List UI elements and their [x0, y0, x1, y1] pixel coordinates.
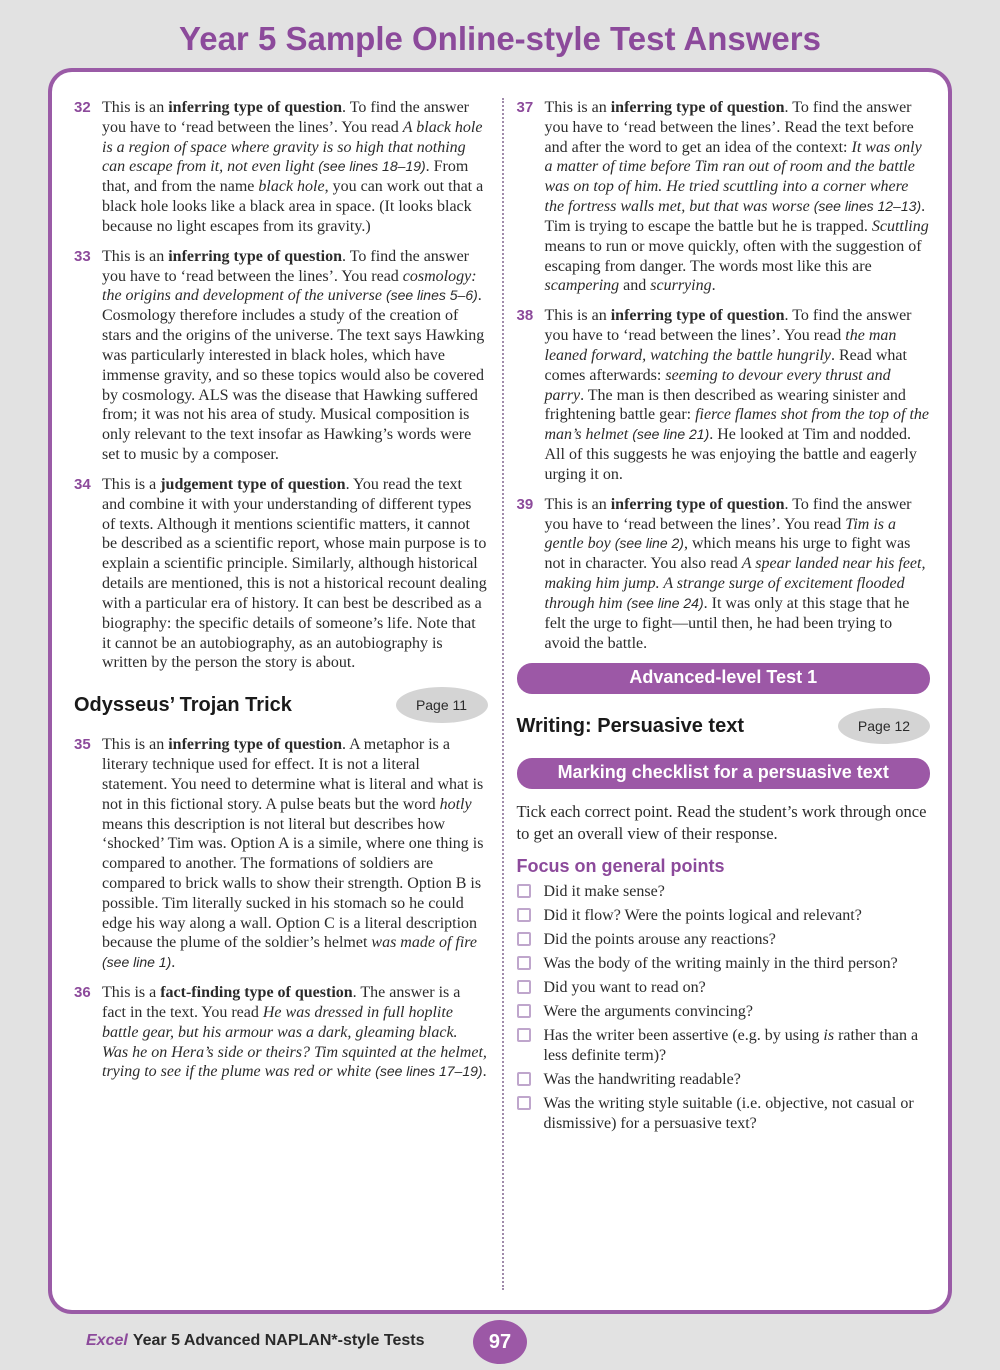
page-title: Year 5 Sample Online-style Test Answers — [179, 20, 821, 57]
checkbox-icon — [517, 1096, 531, 1110]
checkbox-icon — [517, 956, 531, 970]
answer-text: This is a judgement type of question. You read the text and combine it with your understanding of different types of texts. Although it mentions scientific matters, it cannot be described as a scientific report, whose main purpose is to explain a scientific principle. Similarly, although historical details are mentioned, this is not a historical recount dealing with a particular era of history. It can best be described as a biography: the specific details of someone’s life. Note that it cannot be an autobiography, as an autobiography is written by the person the story is about. — [102, 475, 487, 672]
checkbox-icon — [517, 980, 531, 994]
answer-number: 32 — [74, 99, 91, 116]
answer-number: 38 — [516, 307, 534, 325]
answer-number: 39 — [516, 495, 534, 513]
answer-item — [74, 247, 488, 465]
answer-text: This is an inferring type of question. To find the answer you have to ‘read between the lines’. You read cosmology: the origins and development of the universe (see lines 5–6). Cosmology therefore includes a study of the creation of stars and the origins of the universe. The text says Hawking was particularly interested in black holes, which have immense gravity, and so these topics would also be covered by cosmology. ALS was the disease that Hawking suffered from; it was not his area of study. Musical composition is only relevant to the text insofar as Hawking’s words were set to music by a composer. — [102, 247, 485, 464]
checklist-item-text: Did the points arouse any reactions? — [543, 931, 776, 949]
checklist-item-text: Was the handwriting readable? — [543, 1071, 741, 1089]
checklist-item — [517, 930, 931, 950]
checklist-item — [517, 1002, 931, 1022]
checklist-item — [517, 1070, 931, 1090]
checkbox-icon — [517, 1004, 531, 1018]
writing-section-title: Writing: Persuasive text — [516, 714, 744, 737]
footer-series — [86, 1332, 424, 1350]
marking-checklist-banner: Marking checklist for a persuasive text — [517, 758, 931, 789]
focus-heading: Focus on general points — [516, 856, 725, 877]
answer-number: 35 — [74, 736, 91, 754]
answer-item — [74, 475, 488, 673]
checkbox-icon — [517, 932, 531, 946]
answer-text: This is an inferring type of question. A metaphor is a literary technique used for effect. It is not a literal statement. You need to determine what is literal and what is not in this fictional story. A pulse beats but the word hotly means this description is not literal but describes how ‘shocked’ Tim was. Option A is a simile, where one thing is compared to another. The formations of soldiers are compared to brick walls to show their strength. Option B is possible. Tim literally sucked in his stomach so he could edge his way along a wall. Option C is a literal description because the plume of the soldier’s helmet was made of fire (see line 1). — [102, 736, 484, 972]
checklist-intro: Tick each correct point. Read the student’s work through once to get an overall view of their response. — [516, 802, 927, 843]
checkbox-icon — [517, 908, 531, 922]
section-title: Odysseus’ Trojan Trick — [74, 693, 292, 716]
footer-brand: Excel — [86, 1332, 128, 1349]
answer-text: This is an inferring type of question. To find the answer you have to ‘read between the lines’. You read A black hole is a region of space where gravity is so high that nothing can escape from it, not even light (see lines 18–19). From that, and from the name black hole, you can work out that a black hole looks like a black area in space. (It looks black because no light escapes from its gravity.) — [102, 99, 484, 235]
checkbox-icon — [517, 1072, 531, 1086]
checklist-item — [517, 978, 931, 998]
page-footer — [0, 1318, 1000, 1370]
writing-heading-row — [517, 708, 931, 744]
answer-number: 37 — [516, 99, 534, 116]
checklist-item-text: Did you want to read on? — [543, 979, 706, 997]
answer-number: 36 — [74, 984, 91, 1002]
answer-item — [74, 98, 488, 237]
answers-list-right — [517, 98, 931, 653]
advanced-test-banner: Advanced-level Test 1 — [517, 663, 931, 694]
checklist-item-text: Was the body of the writing mainly in the third person? — [543, 955, 898, 973]
answer-text: This is a fact-finding type of question. The answer is a fact in the text. You read He was dressed in full hoplite battle gear, but his armour was a dark, gleaming black. Was he on Hera’s side or theirs? Tim squinted at the helmet, trying to see if the plume was red or white (see lines 17–19). — [102, 984, 487, 1081]
checklist-item — [517, 954, 931, 974]
checklist-item-text: Did it make sense? — [543, 883, 665, 901]
right-column — [504, 98, 931, 1290]
answers-list-top — [74, 98, 488, 673]
answer-number: 33 — [74, 247, 91, 265]
checkbox-icon — [517, 1028, 531, 1042]
page-number-badge: 97 — [473, 1320, 527, 1364]
checklist-item — [517, 1026, 931, 1066]
answer-text: This is an inferring type of question. To find the answer you have to ‘read between the lines’. You read Tim is a gentle boy (see line 2), which means his urge to fight was not in character. You also read A spear landed near his feet, making him jump. A strange surge of excitement flooded through him (see line 24). It was only at this stage that he felt the urge to fight—until then, he had been trying to avoid the battle. — [544, 495, 926, 652]
answers-list-bottom — [74, 735, 488, 1082]
answers-panel — [48, 68, 952, 1314]
checklist — [517, 882, 931, 1134]
left-column — [74, 98, 502, 1290]
checklist-item-text: Was the writing style suitable (i.e. objective, not casual or dismissive) for a persuasive text? — [543, 1095, 914, 1133]
checklist-item — [517, 1094, 931, 1134]
checklist-item-text: Were the arguments convincing? — [543, 1003, 753, 1021]
page-badge: Page 12 — [838, 708, 930, 744]
answer-item — [517, 495, 931, 654]
answer-item — [74, 983, 488, 1082]
answer-text: This is an inferring type of question. To find the answer you have to ‘read between the lines’. Read the text before and after the word to get an idea of the context: It was only a matter of time before Tim ran out of room and the battle was on top of him. He tried scuttling into a corner where the fortress walls met, but that was worse (see lines 12–13). Tim is trying to escape the battle but he is trapped. Scuttling means to run or move quickly, often with the suggestion of escaping from danger. The words most like this are scampering and scurrying. — [544, 99, 929, 295]
checklist-item — [517, 882, 931, 902]
checklist-item-text: Has the writer been assertive (e.g. by using is rather than a less definite term)? — [543, 1027, 919, 1065]
footer-series-label: Year 5 Advanced NAPLAN*-style Tests — [132, 1332, 425, 1349]
page-badge: Page 11 — [396, 687, 488, 723]
checklist-item-text: Did it flow? Were the points logical and relevant? — [543, 907, 862, 925]
answer-number: 34 — [74, 475, 91, 493]
answer-item — [74, 735, 488, 973]
answer-text: This is an inferring type of question. To find the answer you have to ‘read between the lines’. You read the man leaned forward, watching the battle hungrily. Read what comes afterwards: seeming to devour every thrust and parry. The man is then described as wearing sinister and frightening battle gear: fierce flames shot from the top of the man’s helmet (see line 21). He looked at Tim and nodded. All of this suggests he was enjoying the battle and eagerly urging it on. — [544, 307, 929, 483]
checklist-item — [517, 906, 931, 926]
answer-item — [517, 306, 931, 484]
checkbox-icon — [517, 884, 531, 898]
section-heading-row — [74, 687, 488, 723]
answer-item — [517, 98, 931, 296]
